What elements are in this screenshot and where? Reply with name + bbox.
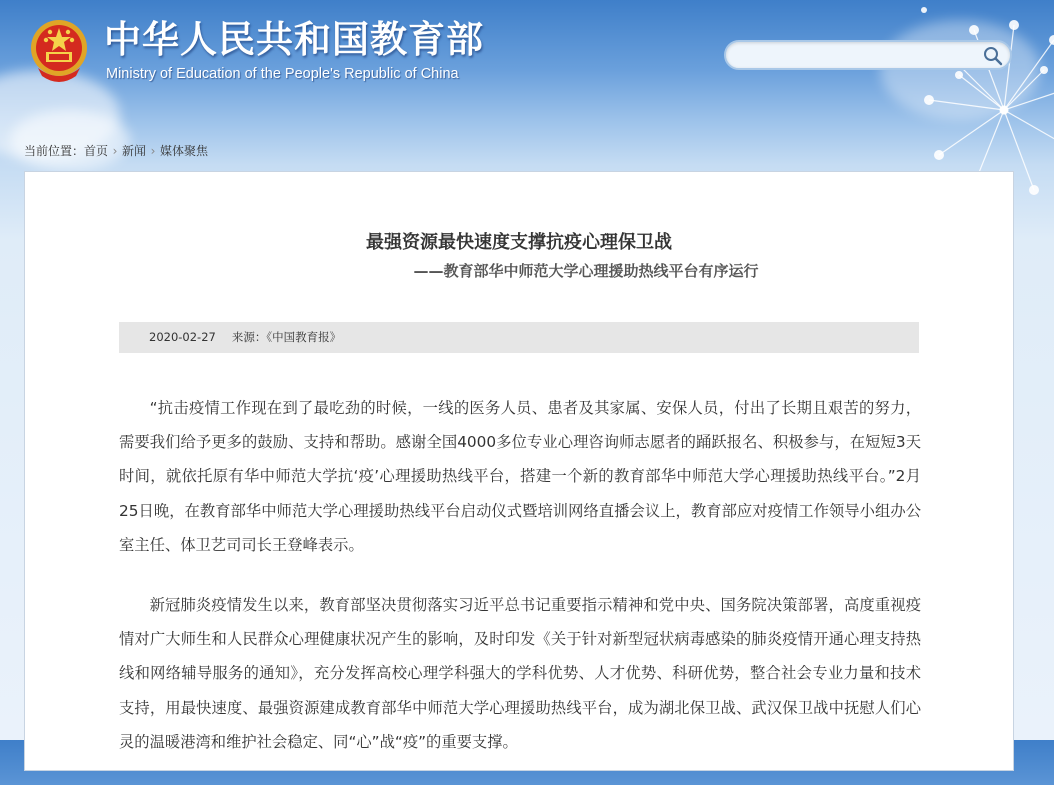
- chevron-right-icon: ›: [150, 144, 156, 158]
- article-subtitle: ——教育部华中师范大学心理援助热线平台有序运行: [413, 262, 759, 280]
- article-container: [24, 171, 1014, 771]
- chevron-right-icon: ›: [112, 144, 118, 158]
- breadcrumb-prefix: 当前位置：: [24, 144, 85, 158]
- search-box: [724, 40, 1012, 70]
- article-date: 2020-02-27: [149, 330, 216, 344]
- breadcrumb-item-news[interactable]: 新闻: [122, 144, 147, 158]
- article-source: 来源：《中国教育报》: [231, 330, 342, 344]
- breadcrumb-item-home[interactable]: 首页: [84, 144, 109, 158]
- article-title: 最强资源最快速度支撑抗疫心理保卫战: [366, 232, 672, 253]
- national-emblem-icon[interactable]: [28, 18, 90, 84]
- search-input[interactable]: [738, 46, 982, 66]
- site-title[interactable]: 中华人民共和国教育部: [104, 18, 484, 61]
- article-body: [119, 391, 921, 785]
- article-paragraph: 新冠肺炎疫情发生以来，教育部坚决贯彻落实习近平总书记重要指示精神和党中央、国务院决策部署，高度重视疫情对广大师生和人民群众心理健康状况产生的影响，及时印发《关于针对新型冠状病毒感染的肺炎疫情开通心理支持热线和网络辅导服务的通知》，充分发挥高校心理学科强大的学科优势、人才优势、科研优势，整合社会专业力量和技术支持，用最快速度、最强资源建成教育部华中师范大学心理援助热线平台，成为湖北保卫战、武汉保卫战中抚慰人们心灵的温暖港湾和维护社会稳定、同“心”战“疫”的重要支撑。: [119, 596, 921, 751]
- site-subtitle: Ministry of Education of the People's Republic of China: [106, 66, 459, 82]
- article-meta-bar: [119, 322, 919, 353]
- breadcrumb-item-media-focus[interactable]: 媒体聚焦: [160, 144, 209, 158]
- breadcrumb: [24, 142, 208, 159]
- site-header: [0, 0, 1054, 140]
- article-paragraph: “抗击疫情工作现在到了最吃劲的时候，一线的医务人员、患者及其家属、安保人员，付出了长期且艰苦的努力，需要我们给予更多的鼓励、支持和帮助。感谢全国4000多位专业心理咨询师志愿者的踊跃报名、积极参与，在短短3天时间，就依托原有华中师范大学抗‘疫’心理援助热线平台，搭建一个新的教育部华中师范大学心理援助热线平台。”2月25日晚，在教育部华中师范大学心理援助热线平台启动仪式暨培训网络直播会议上，教育部应对疫情工作领导小组办公室主任、体卫艺司司长王登峰表示。: [119, 399, 921, 554]
- search-icon[interactable]: [982, 45, 1004, 67]
